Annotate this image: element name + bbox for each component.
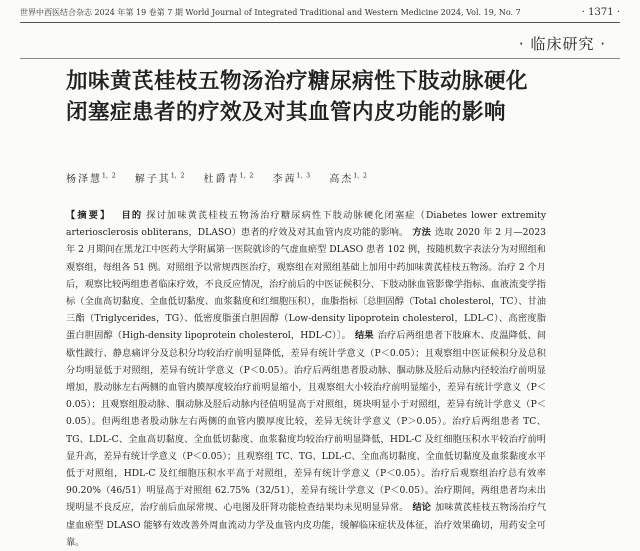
running-head: [20, 6, 620, 20]
author: 杜爵青$^{1,2}$: [203, 172, 254, 185]
author: 高杰$^{1,2}$: [329, 172, 367, 185]
abstract: [66, 207, 546, 551]
conclusion-text: 加味黄芪桂枝五物汤治疗气虚血瘀型 DLASO 能够有效改善外周血流动力学及血管内皮功能，缓解临床症状及体征，治疗效果确切，用药安全可靠。: [66, 502, 547, 548]
author: 李茜$^{1,3}$: [272, 172, 311, 185]
page-number: · 1371 ·: [581, 7, 620, 18]
author: 解子其$^{1,2}$: [134, 172, 185, 185]
results-label: 结果: [354, 330, 374, 342]
author-list: [66, 170, 381, 185]
header-rule: [20, 22, 620, 23]
objective-label: 目的: [121, 210, 143, 221]
section-label: · 临床研究 ·: [518, 35, 606, 53]
conclusion-label: 结论: [412, 502, 431, 514]
results-text: 治疗后两组患者下肢麻木、皮温降低、间歇性跛行、静息痛评分及总积分均较治疗前明显降低，差异有统计学意义（P＜0.05）；且观察组中医证候积分及总积分均明显低于对照组，差异有统计学意义（P＜0.05）。治疗后两组患者股动脉、腘动脉及胫后动脉内径较治疗前明显增加，股动脉左右两侧的血管内膜厚度较治疗前明显缩小，且观察组大小较治疗前明显缩小，差异有统计学意义（P＜0.05）；且观察组股动脉、腘动脉及胫后动脉内径值明显高于对照组，斑块明显小于对照组，差异有统计学意义（P＜0.05）。但两组患者股动脉左右两侧的血管内膜厚度比较，差异无统计学意义（P＞0.05）。治疗后两组患者 TC、TG、LDL-C、全血高切黏度、全血低切黏度、血浆黏度均较治疗前明显降低，HDL-C 及红细胞压积水平较治疗前明显升高，差异有统计学意义（P＜0.05）；且观察组 TC、TG、LDL-C、全血高切黏度、全血低切黏度及血浆黏度水平低于对照组，HDL-C 及红细胞压积水平高于对照组，差异有统计学意义（P＜0.05）。治疗后观察组治疗总有效率 90.20%（46/51）明显高于对照组 62.75%（32/51），差异有统计学意义（P＜0.05）。治疗期间，两组患者均未出现明显不良反应，治疗前后血尿常规、心电图及肝肾功能检查结果均未见明显异常。: [66, 330, 547, 514]
methods-label: 方法: [412, 227, 431, 239]
abstract-paragraph: [66, 207, 546, 551]
journal-header: 世界中西医结合杂志 2024 年第 19 卷第 7 期 World Journal of Integrated Traditional and Western Medicine 2024, Vol. 19, No. 7: [20, 8, 521, 17]
methods-text: 选取 2020 年 2 月—2023 年 2 月期间在黑龙江中医药大学附属第一医院就诊的气虚血瘀型 DLASO 患者 102 例，按随机数字表法分为对照组和观察组，每组各 51 例。对照组予以常规西医治疗，观察组在对照组基础上加用中药加味黄芪桂枝五物汤。治疗 2 个月后，观察比较两组患者临床疗效，不良反应情况，治疗前后的中医证候积分、下肢动脉血管影像学指标、血液流变学指标（全血高切黏度、全血低切黏度、血浆黏度和红细胞压积），血脂指标〔总胆固醇（Total cholesterol，TC）、甘油三酯（Triglycerides，TG）、低密度脂蛋白胆固醇（Low-density lipoprotein cholesterol，LDL-C）、高密度脂蛋白胆固醇（High-density lipoprotein cholesterol，HDL-C）〕。: [66, 227, 547, 342]
abstract-tag: 【摘要】: [66, 210, 112, 221]
author: 杨泽慧$^{1,2}$: [66, 172, 116, 185]
objective-text: 探讨加味黄芪桂枝五物汤治疗糖尿病性下肢动脉硬化闭塞症（Diabetes lower extremity arteriosclerosis obliterans，DLASO）患者的疗效及对其血管内皮功能的影响。: [66, 210, 547, 239]
article-title: 加味黄芪桂枝五物汤治疗糖尿病性下肢动脉硬化闭塞症患者的疗效及对其血管内皮功能的影响: [66, 69, 529, 125]
section-rule: [20, 58, 620, 59]
